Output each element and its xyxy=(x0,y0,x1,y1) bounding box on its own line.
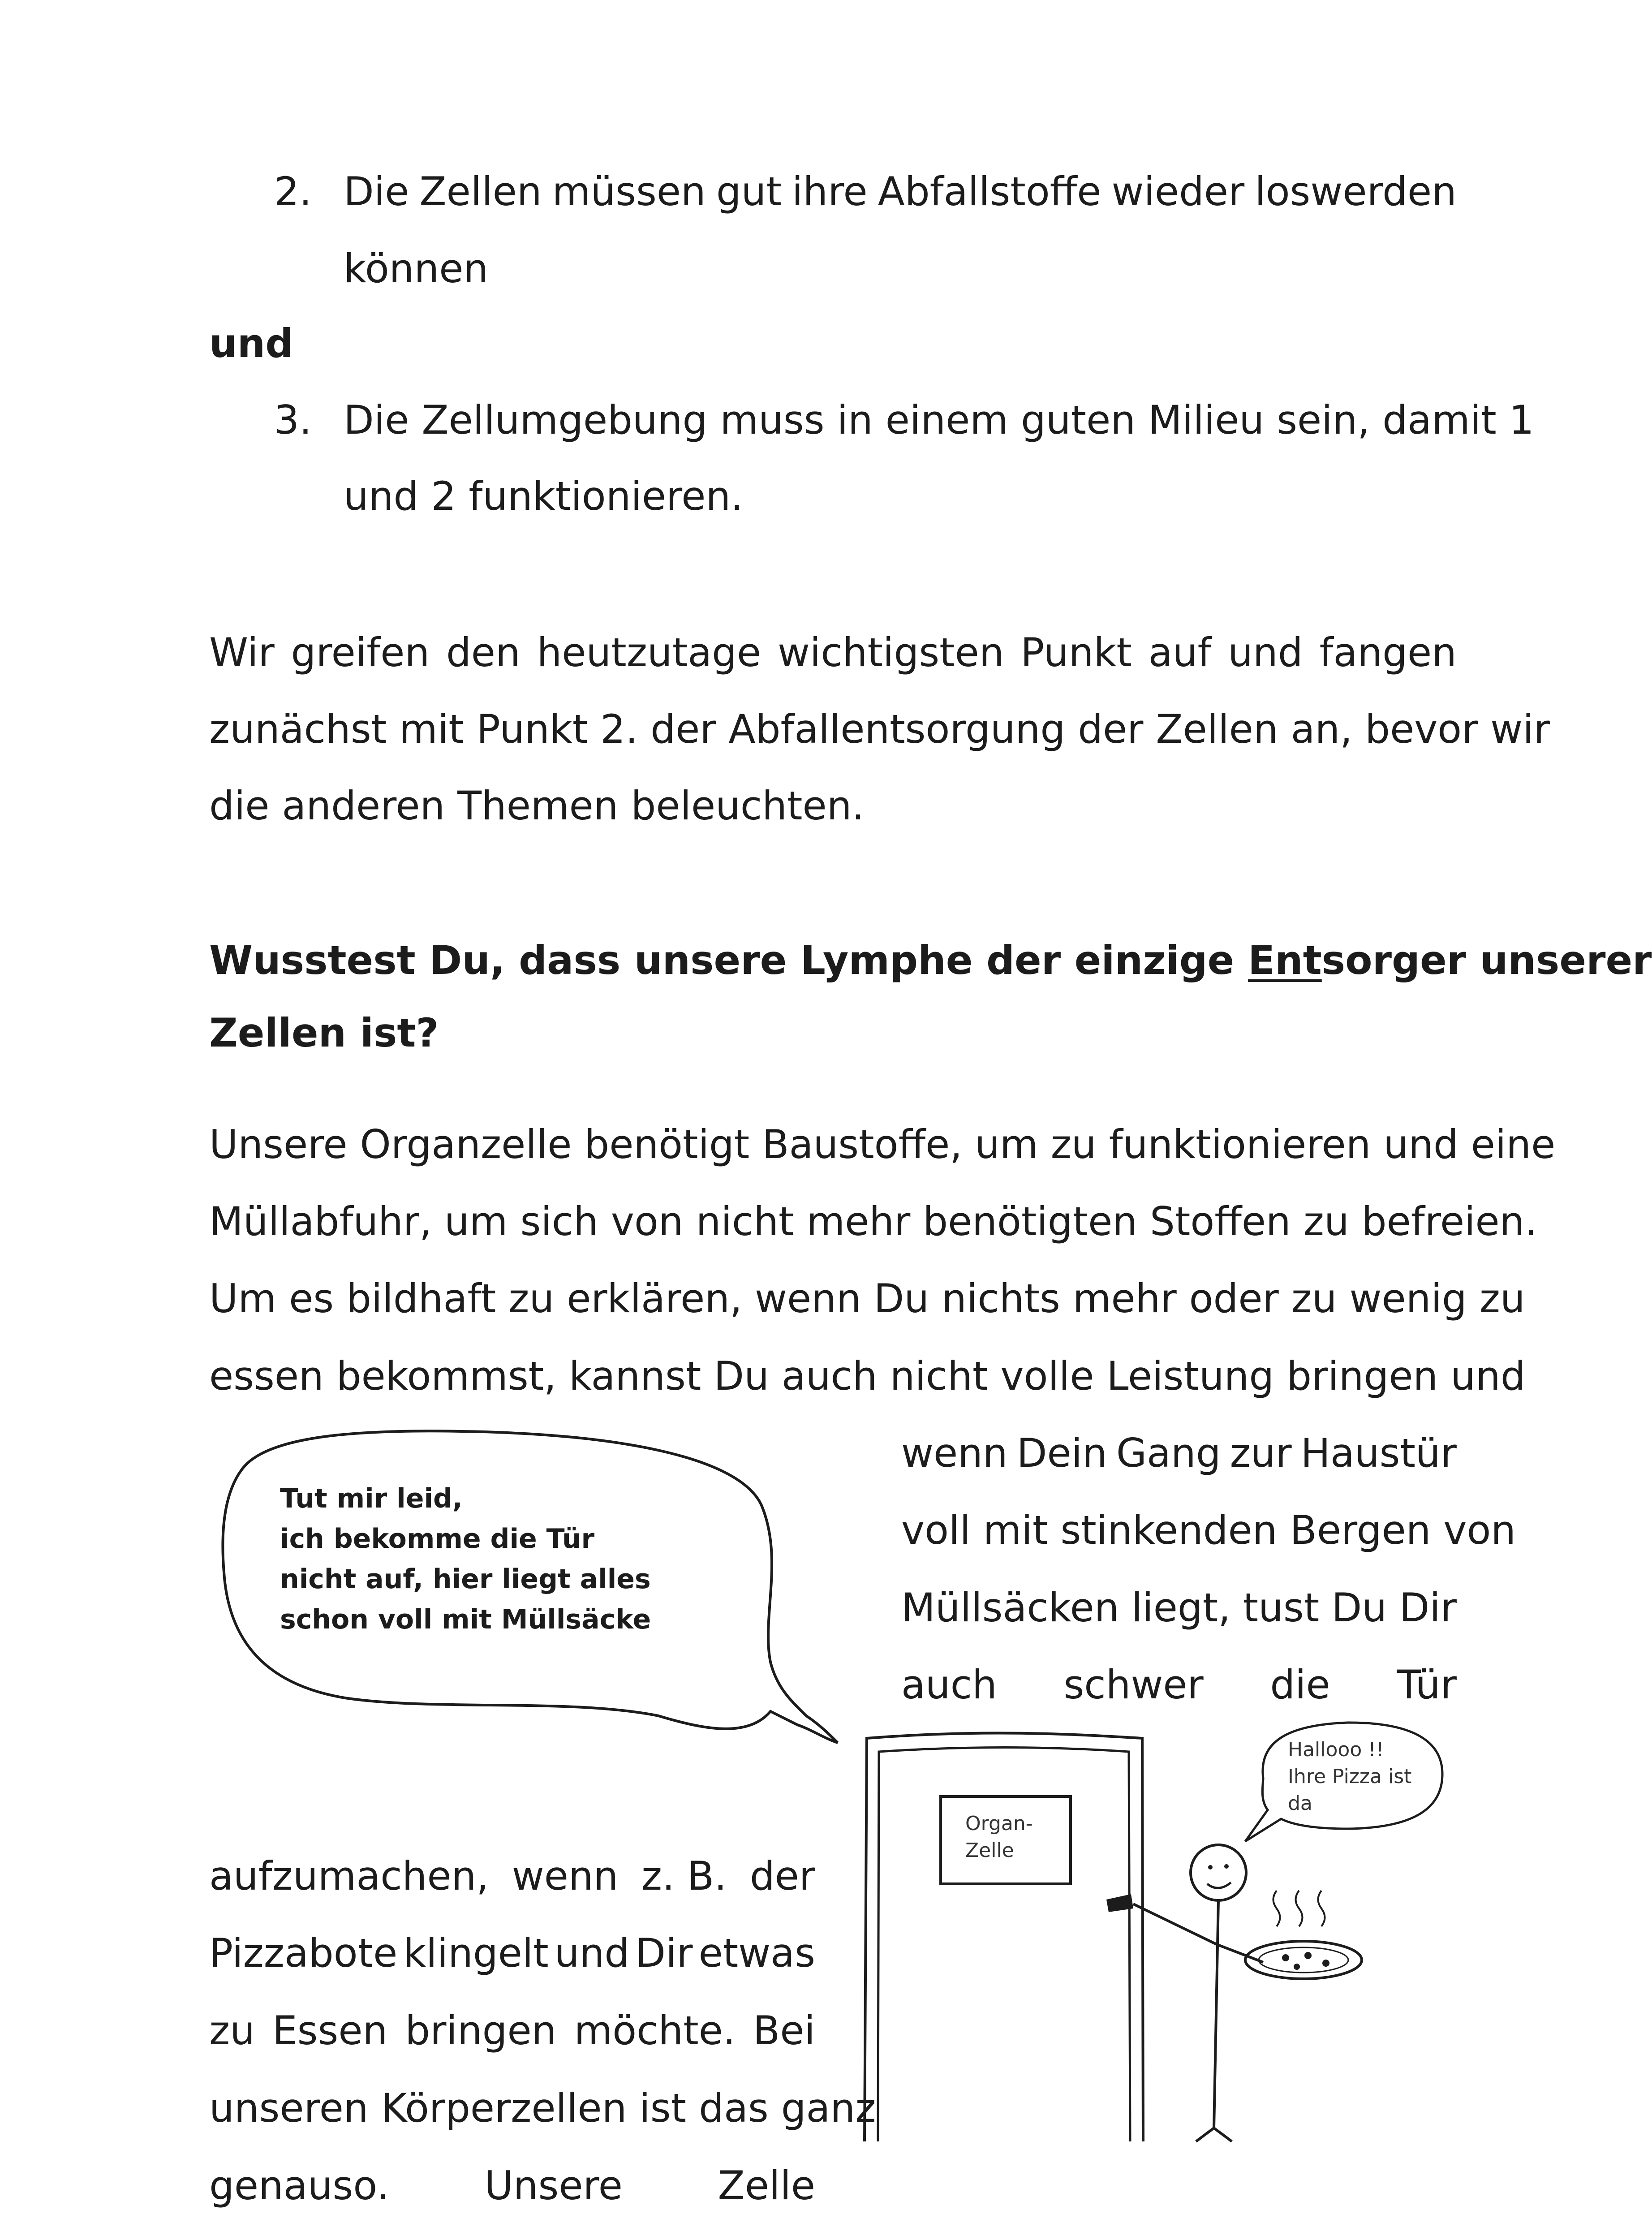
left-column-word: Zelle xyxy=(718,2162,815,2209)
paragraph-2-line-1: Unsere Organzelle benötigt Baustoffe, um zu funktionieren und eine xyxy=(209,1121,1556,1167)
delivery-bubble-line-1: Hallooo !! xyxy=(1288,1738,1384,1761)
paragraph-1-word: auf xyxy=(1148,629,1212,676)
left-column-line-3 xyxy=(209,1992,815,2069)
list-item-3-line-2: und 2 funktionieren. xyxy=(344,473,744,519)
left-column-line-4: unseren Körperzellen ist das ganz xyxy=(209,2085,876,2131)
paragraph-1-word: greifen xyxy=(291,629,430,676)
right-column-word: schwer xyxy=(1063,1662,1204,1708)
right-column-line-2: voll mit stinkenden Bergen von xyxy=(901,1507,1516,1553)
left-column-word: klingelt xyxy=(403,1930,549,1976)
right-column-word: Tür xyxy=(1397,1662,1457,1708)
left-column-word: und xyxy=(554,1930,630,1976)
door-sign-line-1: Organ- xyxy=(965,1812,1033,1835)
list-number-3: 3. xyxy=(274,397,312,443)
left-column-word: wenn xyxy=(512,1853,619,1899)
list-item-2-line-1 xyxy=(344,153,1457,230)
paragraph-2-line-4: essen bekommst, kannst Du auch nicht volle Leistung bringen und xyxy=(209,1353,1526,1399)
door-sign-line-2: Zelle xyxy=(965,1839,1014,1862)
left-column-word: der xyxy=(749,1853,815,1899)
paragraph-1-line-3: die anderen Themen beleuchten. xyxy=(209,783,865,829)
left-column-word: zu xyxy=(209,2007,255,2054)
heading-text-start: Wusstest Du, dass unsere Lymphe der einzige xyxy=(209,937,1248,983)
list-item-2-word: Zellen xyxy=(419,168,542,215)
delivery-bubble-line-2: Ihre Pizza ist xyxy=(1288,1765,1412,1788)
left-column-word: aufzumachen, xyxy=(209,1853,489,1899)
paragraph-1-word: heutzutage xyxy=(537,629,761,676)
paragraph-1-word: den xyxy=(446,629,521,676)
connector-word: und xyxy=(209,320,294,366)
list-item-3-line-1: Die Zellumgebung muss in einem guten Milieu sein, damit 1 xyxy=(344,397,1534,443)
list-item-2-word: müssen xyxy=(552,168,706,215)
delivery-person-arm-right xyxy=(1217,1944,1263,1962)
paragraph-1-word: Punkt xyxy=(1020,629,1132,676)
right-column-word: Dein xyxy=(1016,1430,1107,1476)
right-column-word: auch xyxy=(901,1662,997,1708)
left-column-word: Bei xyxy=(753,2007,815,2054)
delivery-person-body xyxy=(1214,1900,1218,2128)
left-column-word: genauso. xyxy=(209,2162,389,2209)
right-column-word: Müllsäcken xyxy=(901,1585,1119,1631)
heading-underlined-prefix: Ent xyxy=(1248,937,1322,983)
left-column-line-1 xyxy=(209,1837,815,1915)
left-column-word: Essen xyxy=(272,2007,388,2054)
speech-bubble-line-2: ich bekomme die Tür xyxy=(280,1523,595,1555)
left-column-word: etwas xyxy=(698,1930,815,1976)
speech-bubble-line-1: Tut mir leid, xyxy=(280,1483,463,1514)
right-column-word: Du xyxy=(1331,1585,1387,1631)
list-number-2: 2. xyxy=(274,168,312,215)
left-column-word: Unsere xyxy=(484,2162,623,2209)
paragraph-1-word: Wir xyxy=(209,629,275,676)
paragraph-1-word: fangen xyxy=(1319,629,1457,676)
paragraph-1-word: wichtigsten xyxy=(777,629,1004,676)
speech-bubble-line-4: schon voll mit Müllsäcke xyxy=(280,1604,651,1635)
right-column-word: zur xyxy=(1230,1430,1292,1476)
right-column-word: Gang xyxy=(1116,1430,1221,1476)
heading-text-end: sorger unserer xyxy=(1321,937,1652,983)
paragraph-2-line-3: Um es bildhaft zu erklären, wenn Du nichts mehr oder zu wenig zu xyxy=(209,1275,1525,1322)
steam-icon xyxy=(1273,1891,1280,1926)
paragraph-1-word: und xyxy=(1228,629,1303,676)
right-column-line-1 xyxy=(901,1414,1457,1492)
right-column-word: die xyxy=(1270,1662,1330,1708)
paragraph-2-line-2: Müllabfuhr, um sich von nicht mehr benötigten Stoffen zu befreien. xyxy=(209,1198,1537,1245)
paragraph-1-line-1 xyxy=(209,614,1457,691)
right-column-word: Haustür xyxy=(1300,1430,1457,1476)
left-column-word: Pizzabote xyxy=(209,1930,398,1976)
delivery-person-arm-left xyxy=(1133,1904,1217,1944)
list-item-2-line-2: können xyxy=(344,246,489,292)
left-column-line-2 xyxy=(209,1914,815,1992)
section-heading-line-2: Zellen ist? xyxy=(209,1010,439,1056)
left-column-word: bringen xyxy=(405,2007,557,2054)
delivery-person-head xyxy=(1191,1845,1246,1900)
delivery-bubble-line-3: da xyxy=(1288,1792,1312,1815)
list-item-2-word: Abfallstoffe xyxy=(878,168,1101,215)
speech-bubble-line-3: nicht auf, hier liegt alles xyxy=(280,1564,651,1595)
right-column-word: Dir xyxy=(1399,1585,1457,1631)
left-column-word: Dir xyxy=(635,1930,693,1976)
right-column-word: tust xyxy=(1243,1585,1320,1631)
right-column-word: wenn xyxy=(901,1430,1008,1476)
door-frame xyxy=(865,1733,1143,2141)
paragraph-1-line-2: zunächst mit Punkt 2. der Abfallentsorgung der Zellen an, bevor wir xyxy=(209,706,1550,752)
list-item-2-word: wieder xyxy=(1111,168,1245,215)
right-column-line-3 xyxy=(901,1569,1457,1646)
list-item-2-word: Die xyxy=(344,168,409,215)
list-item-2-word: loswerden xyxy=(1255,168,1457,215)
door-pizza-illustration xyxy=(847,1711,1456,2150)
list-item-2-word: gut xyxy=(716,168,782,215)
speech-bubble-illustration xyxy=(211,1429,851,1752)
left-column-word: z. B. xyxy=(641,1853,727,1899)
section-heading-line-1 xyxy=(209,922,1652,999)
left-column-word: möchte. xyxy=(574,2007,736,2054)
right-column-word: liegt, xyxy=(1131,1585,1231,1631)
list-item-2-word: ihre xyxy=(792,168,868,215)
left-column-line-5 xyxy=(209,2147,815,2224)
